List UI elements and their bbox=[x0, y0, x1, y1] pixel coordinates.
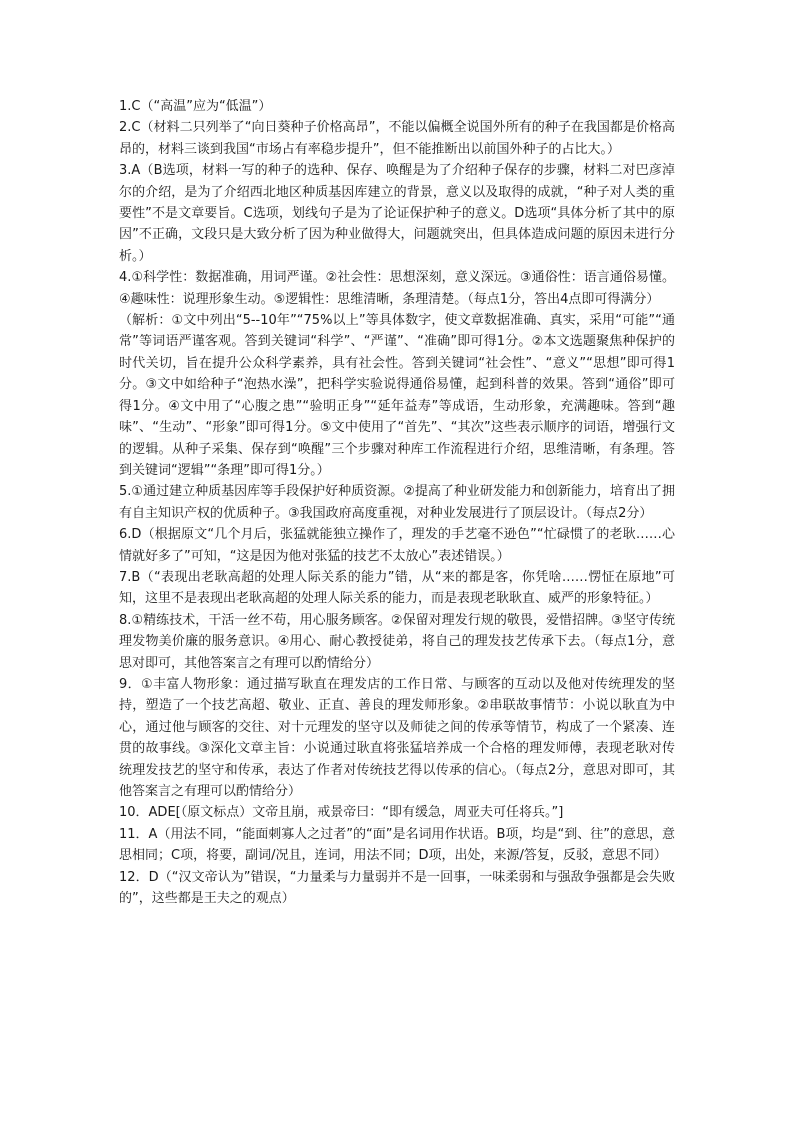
answer-1: 1.C（“高温”应为“低温”） bbox=[119, 99, 272, 114]
answer-10: 10．ADE[（原文标点）文帝且崩，戒景帝曰：“即有缓急，周亚夫可任将兵。”] bbox=[119, 805, 564, 821]
answer-7: 7.B（“表现出老耿高超的处理人际关系的能力”错，从“来的都是客，你凭啥……愣怔在原地”可知，这里不是表现出老耿高超的处理人际关系的能力，而是表现老耿耿直、威严的形象特征。） bbox=[119, 569, 675, 607]
answer-11: 11．A（用法不同，“能面刺寡人之过者”的“面”是名词用作状语。B项，均是“到、往”的意思，意思相同；C项，将要，副词/况且，连词，用法不同；D项，出处，来源/答复，反驳，意思不同） bbox=[119, 826, 675, 864]
answer-5: 5.①通过建立种质基因库等手段保护好种质资源。②提高了种业研发能力和创新能力，培育出了拥有自主知识产权的优质种子。③我国政府高度重视，对种业发展进行了顶层设计。（每点2分） bbox=[119, 484, 675, 521]
answer-9: 9．①丰富人物形象：通过描写耿直在理发店的工作日常、与顾客的互动以及他对传统理发的坚持，塑造了一个技艺高超、敬业、正直、善良的理发师形象。②串联故事情节：小说以耿直为中心，通过他与顾客的交往、对十元理发的坚守以及师徒之间的传承等情节，构成了一个紧凑、连贯的故事线。③深化文章主旨：小说通过耿直将张猛培养成一个合格的理发师傅，表现老耿对传统理发技艺的坚守和传承，表达了作者对传统技艺得以传承的信心。（每点2分，意思对即可，其他答案言之有理可以酌情给分） bbox=[119, 676, 675, 799]
answer-8: 8.①精练技术，干活一丝不苟，用心服务顾客。②保留对理发行规的敬畏，爱惜招牌。③坚守传统理发物美价廉的服务意识。④用心、耐心教授徒弟，将自己的理发技艺传承下去。（每点1分，意思对即可，其他答案言之有理可以酌情给分） bbox=[119, 612, 675, 671]
answer-4: 4.①科学性：数据准确，用词严谨。②社会性：思想深刻，意义深远。③通俗性：语言通俗易懂。④趣味性：说理形象生动。⑤逻辑性：思维清晰，条理清楚。（每点1分，答出4点即可得满分） bbox=[119, 270, 675, 307]
answer-4-analysis: （解析：①文中列出“5--10年”“75%以上”等具体数字，使文章数据准确、真实，采用“可能”“通常”等词语严谨客观。答到关键词“科学”、“严谨”、“准确”即可得1分。②本文选题聚焦种保护的时代关切，旨在提升公众科学素养，具有社会性。答到关键词“社会性”、“意义”“思想”即可得1分。③文中如给种子“泡热水澡”，把科学实验说得通俗易懂，起到科普的效果。答到“通俗”即可得1分。④文中用了“心腹之患”“验明正身”“延年益寿”等成语，生动形象，充满趣味。答到“趣味”、“生动”、“形象”即可得1分。⑤文中使用了“首先”、“其次”这些表示顺序的词语，增强行文的逻辑。从种子采集、保存到“唤醒”三个步骤对种库工作流程进行介绍，思维清晰，有条理。答到关键词“逻辑”“条理”即可得1分。） bbox=[119, 313, 675, 478]
answer-3: 3.A（B选项，材料一写的种子的选种、保存、唤醒是为了介绍种子保存的步骤，材料二对巴彦淖尔的介绍，是为了介绍西北地区种质基因库建立的背景，意义以及取得的成就，“种子对人类的重要性”不是文章要旨。C选项，划线句子是为了论证保护种子的意义。D选项“具体分析了其中的原因”不正确，文段只是大致分析了因为种业做得大，问题就突出，但具体造成问题的原因未进行分析。） bbox=[119, 163, 675, 264]
answer-2: 2.C（材料二只列举了“向日葵种子价格高昂”，不能以偏概全说国外所有的种子在我国都是价格高昂的，材料三谈到我国“市场占有率稳步提升”，但不能推断出以前国外种子的占比大。） bbox=[119, 120, 675, 157]
answer-6: 6.D（根据原文“几个月后，张猛就能独立操作了，理发的手艺毫不逊色”“忙碌惯了的老耿……心情就好多了”可知，“这是因为他对张猛的技艺不太放心”表述错误。） bbox=[119, 527, 675, 564]
answer-12: 12．D（“汉文帝认为”错误，“力量柔与力量弱并不是一回事，一味柔弱和与强敌争强都是会失败的”，这些都是王夫之的观点） bbox=[119, 869, 675, 907]
answer-key bbox=[119, 96, 675, 909]
